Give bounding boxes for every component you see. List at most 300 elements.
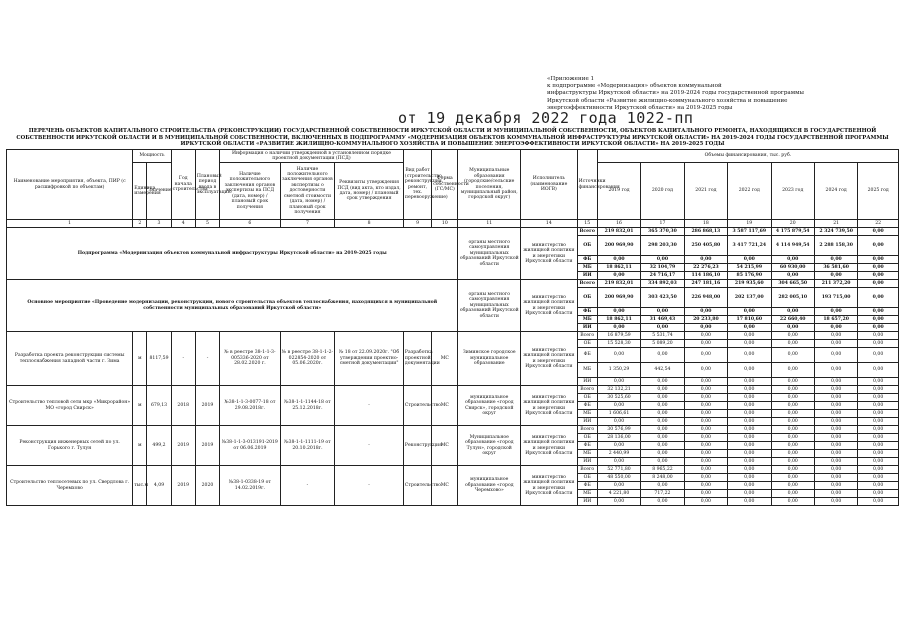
value-cell: 247 181,16: [684, 280, 727, 288]
value-cell: 24 716,17: [641, 272, 684, 280]
value-cell: 16 879,59: [597, 332, 640, 340]
object-name: Строительство теплосетевых по ул. Свердлова г. Черемхово: [7, 466, 133, 506]
value-cell: 0,00: [728, 434, 771, 442]
value-cell: 0,00: [858, 402, 899, 410]
value-cell: 0,00: [684, 442, 727, 450]
object-unit: тыс.м: [133, 466, 147, 506]
value-cell: 0,00: [728, 450, 771, 458]
value-cell: 0,00: [858, 442, 899, 450]
object-ownership: МС: [432, 332, 458, 386]
value-cell: 0,00: [858, 316, 899, 324]
object-expert: №38-1-1-3-0077-18 от 29.08.2018г.: [220, 386, 281, 426]
object-municipality: Муниципальное образование «город Тулун», городской округ: [458, 426, 521, 466]
value-cell: 0,00: [597, 348, 640, 363]
header-unit: Единица измерения: [133, 163, 147, 220]
value-cell: 0,00: [858, 264, 899, 272]
object-worktype: Строительство: [403, 466, 431, 506]
value-cell: 0,00: [858, 324, 899, 332]
object-plan: 2019: [195, 386, 219, 426]
column-number: 21: [814, 220, 857, 228]
value-cell: 1 350,29: [597, 363, 640, 378]
object-expert: № в реестре 38-1-1-3-005336-2020 от 28.02.2020 г.: [220, 332, 281, 386]
value-cell: 0,00: [771, 256, 814, 264]
value-cell: 0,00: [597, 272, 640, 280]
value-cell: 0,00: [858, 434, 899, 442]
object-municipality: муниципальное образование «город Черемхово»: [458, 466, 521, 506]
value-cell: 0,00: [814, 426, 857, 434]
value-cell: 0,00: [858, 332, 899, 340]
value-cell: 0,00: [728, 474, 771, 482]
value-cell: 0,00: [728, 308, 771, 316]
value-cell: 0,00: [814, 402, 857, 410]
column-number: 3: [147, 220, 171, 228]
value-cell: 0,00: [728, 442, 771, 450]
value-cell: 0,00: [858, 394, 899, 402]
value-cell: 334 892,03: [641, 280, 684, 288]
value-cell: 0,00: [858, 482, 899, 490]
value-cell: 30 525,60: [597, 394, 640, 402]
value-cell: 0,00: [728, 386, 771, 394]
source-cell: ФБ: [577, 348, 597, 363]
header-ownership: Форма собственности (ГС/МС): [432, 150, 458, 220]
value-cell: 0,00: [814, 386, 857, 394]
value-cell: 8 248,00: [641, 474, 684, 482]
value-cell: 0,00: [684, 340, 727, 348]
object-value: 679,13: [147, 386, 171, 426]
value-cell: 0,00: [641, 348, 684, 363]
value-cell: 0,00: [771, 490, 814, 498]
value-cell: 36 581,60: [814, 264, 857, 272]
value-cell: 0,00: [858, 340, 899, 348]
object-value: 499,2: [147, 426, 171, 466]
object-value: 8117,59: [147, 332, 171, 386]
value-cell: 0,00: [728, 256, 771, 264]
value-cell: 0,00: [641, 458, 684, 466]
header-start: Год начала строительства: [171, 150, 195, 220]
table-row: [7, 386, 899, 394]
value-cell: 0,00: [771, 348, 814, 363]
value-cell: 193 715,00: [814, 288, 857, 308]
source-cell: ИИ: [577, 378, 597, 386]
value-cell: 304 665,50: [771, 280, 814, 288]
source-cell: ФБ: [577, 442, 597, 450]
value-cell: 0,00: [728, 378, 771, 386]
value-cell: 0,00: [771, 450, 814, 458]
value-cell: 0,00: [771, 434, 814, 442]
value-cell: 200 969,90: [597, 288, 640, 308]
value-cell: 0,00: [814, 378, 857, 386]
value-cell: 0,00: [597, 442, 640, 450]
table-row: [7, 228, 899, 236]
object-estimate: № в реестре 38-1-1-2-022854-2020 от 05.06.2020г.: [280, 332, 335, 386]
appendix-line: энергоэффективности Иркутской области» на 2019-2025 годы: [547, 104, 733, 111]
value-cell: 250 405,80: [684, 236, 727, 256]
value-cell: 0,00: [684, 394, 727, 402]
value-cell: 0,00: [858, 426, 899, 434]
value-cell: 0,00: [771, 458, 814, 466]
source-cell: МБ: [577, 363, 597, 378]
object-start: 2019: [171, 426, 195, 466]
value-cell: 0,00: [684, 410, 727, 418]
value-cell: 0,00: [814, 332, 857, 340]
column-number: 14: [521, 220, 578, 228]
value-cell: 18 862,11: [597, 264, 640, 272]
column-number: 20: [771, 220, 814, 228]
object-expert: №38-1-0338-19 от 14.02.2019г.: [220, 466, 281, 506]
value-cell: 0,00: [814, 466, 857, 474]
column-number: 19: [728, 220, 771, 228]
object-ownership: МС: [432, 386, 458, 426]
column-number: 15: [577, 220, 597, 228]
value-cell: 4 221,80: [597, 490, 640, 498]
value-cell: 0,00: [858, 288, 899, 308]
value-cell: 54 215,99: [728, 264, 771, 272]
value-cell: 0,00: [684, 490, 727, 498]
value-cell: 0,00: [684, 386, 727, 394]
appendix-line: к подпрограмме «Модернизация» объектов коммунальной: [547, 83, 722, 90]
value-cell: 0,00: [684, 474, 727, 482]
value-cell: 2 324 739,50: [814, 228, 857, 236]
source-cell: ИИ: [577, 324, 597, 332]
value-cell: 0,00: [684, 458, 727, 466]
source-cell: ИИ: [577, 458, 597, 466]
header-worktype: Вид работ (строительство, реконструкция, ремонт, тех. перевооружение): [403, 150, 431, 220]
object-unit: м: [133, 332, 147, 386]
value-cell: 85 176,90: [728, 272, 771, 280]
source-cell: МБ: [577, 490, 597, 498]
value-cell: 0,00: [684, 426, 727, 434]
value-cell: 0,00: [858, 378, 899, 386]
column-number: 9: [403, 220, 431, 228]
value-cell: 2 288 158,30: [814, 236, 857, 256]
value-cell: 219 832,01: [597, 280, 640, 288]
object-ownership: МС: [432, 426, 458, 466]
value-cell: 0,00: [858, 490, 899, 498]
value-cell: 0,00: [684, 402, 727, 410]
value-cell: 0,00: [858, 474, 899, 482]
value-cell: 0,00: [728, 394, 771, 402]
value-cell: 303 423,50: [641, 288, 684, 308]
value-cell: 0,00: [814, 340, 857, 348]
value-cell: 0,00: [597, 256, 640, 264]
value-cell: 365 370,30: [641, 228, 684, 236]
object-municipality: Зиминское городское муниципальное образование: [458, 332, 521, 386]
source-cell: МБ: [577, 450, 597, 458]
value-cell: 0,00: [858, 280, 899, 288]
value-cell: 0,00: [771, 474, 814, 482]
source-cell: ФБ: [577, 482, 597, 490]
object-expert: №38-1-1-3-013191-2019 от 06.06.2019: [220, 426, 281, 466]
value-cell: 442,54: [641, 363, 684, 378]
section-municipality: органы местного самоуправления муниципальных образований Иркутской области: [458, 280, 521, 332]
value-cell: 0,00: [641, 450, 684, 458]
value-cell: 0,00: [684, 308, 727, 316]
value-cell: 717,22: [641, 490, 684, 498]
object-estimate: -: [280, 466, 335, 506]
column-number: 4: [171, 220, 195, 228]
object-worktype: Разработка проектной документации: [403, 332, 431, 386]
value-cell: 0,00: [858, 418, 899, 426]
value-cell: 30 576,99: [597, 426, 640, 434]
column-number: 1: [7, 220, 133, 228]
value-cell: 3 417 721,24: [728, 236, 771, 256]
value-cell: 0,00: [597, 418, 640, 426]
value-cell: 0,00: [814, 442, 857, 450]
object-approve: -: [335, 466, 404, 506]
object-name: Строительство тепловой сети мкр «Микрорайон» МО «город Свирск»: [7, 386, 133, 426]
column-number: 2: [133, 220, 147, 228]
source-cell: ОБ: [577, 340, 597, 348]
value-cell: 22 276,23: [684, 264, 727, 272]
section-executor: министерство жилищной политики и энергетики Иркутской области: [521, 280, 578, 332]
object-unit: м: [133, 426, 147, 466]
value-cell: 0,00: [597, 458, 640, 466]
value-cell: 0,00: [814, 394, 857, 402]
object-estimate: №38-1-1-1144-18 от 25.12.2018г.: [280, 386, 335, 426]
value-cell: 0,00: [641, 482, 684, 490]
object-name: Реконструкция инженерных сетей по ул. Горького г. Тулун: [7, 426, 133, 466]
source-cell: Всего: [577, 386, 597, 394]
source-cell: ОБ: [577, 434, 597, 442]
value-cell: 0,00: [771, 498, 814, 506]
header-finance: Объемы финансирования, тыс. руб.: [597, 150, 898, 163]
value-cell: 0,00: [771, 466, 814, 474]
source-cell: ОБ: [577, 288, 597, 308]
header-municipality: Муниципальные образования (городские/сельские поселения, муниципальный район, городской округ): [458, 150, 521, 220]
column-number: 10: [432, 220, 458, 228]
value-cell: 5 089,20: [641, 340, 684, 348]
value-cell: 0,00: [814, 324, 857, 332]
object-executor: министерство жилищной политики и энергетики Иркутской области: [521, 466, 578, 506]
value-cell: 0,00: [597, 482, 640, 490]
value-cell: 2 440,99: [597, 450, 640, 458]
value-cell: 28 136,00: [597, 434, 640, 442]
value-cell: 0,00: [597, 402, 640, 410]
value-cell: 0,00: [641, 386, 684, 394]
header-name: Наименование мероприятия, объекта, ПИР (с расшифровкой по объектам): [7, 150, 133, 220]
value-cell: 0,00: [728, 332, 771, 340]
header-year: 2020 год: [641, 163, 684, 220]
column-number: 5: [195, 220, 219, 228]
value-cell: 286 868,13: [684, 228, 727, 236]
value-cell: 0,00: [814, 434, 857, 442]
object-approve: -: [335, 426, 404, 466]
source-cell: Всего: [577, 466, 597, 474]
header-expert: Наличие положительного заключения органов экспертизы на ПСД (дата, номер) / плановый срок получения: [220, 163, 281, 220]
value-cell: 31 469,43: [641, 316, 684, 324]
column-number: 18: [684, 220, 727, 228]
object-executor: министерство жилищной политики и энергетики Иркутской области: [521, 332, 578, 386]
column-number: 8: [335, 220, 404, 228]
value-cell: 0,00: [814, 450, 857, 458]
header-year: 2025 год: [858, 163, 899, 220]
table-row: [7, 332, 899, 340]
value-cell: 0,00: [858, 450, 899, 458]
value-cell: 0,00: [728, 458, 771, 466]
column-number: 11: [458, 220, 521, 228]
value-cell: 0,00: [814, 272, 857, 280]
value-cell: 0,00: [771, 332, 814, 340]
value-cell: 0,00: [771, 386, 814, 394]
value-cell: 0,00: [771, 363, 814, 378]
value-cell: 226 948,00: [684, 288, 727, 308]
section-name: Подпрограмма «Модернизация объектов коммунальной инфраструктуры Иркутской области» на 2019-2025 годы: [7, 228, 458, 280]
value-cell: 60 930,00: [771, 264, 814, 272]
object-start: -: [171, 332, 195, 386]
object-plan: 2020: [195, 466, 219, 506]
source-cell: Всего: [577, 332, 597, 340]
source-cell: ИИ: [577, 498, 597, 506]
value-cell: 0,00: [814, 410, 857, 418]
value-cell: 32 132,21: [597, 386, 640, 394]
header-year: 2023 год: [771, 163, 814, 220]
section-municipality: органы местного самоуправления муниципальных образований Иркутской области: [458, 228, 521, 280]
value-cell: 0,00: [728, 466, 771, 474]
header-year: 2022 год: [728, 163, 771, 220]
source-cell: ИИ: [577, 272, 597, 280]
value-cell: 0,00: [771, 442, 814, 450]
source-cell: ОБ: [577, 474, 597, 482]
value-cell: 52 771,80: [597, 466, 640, 474]
object-start: 2018: [171, 386, 195, 426]
value-cell: 0,00: [684, 482, 727, 490]
value-cell: 0,00: [641, 324, 684, 332]
object-municipality: муниципальное образование «город Свирск», городской округ: [458, 386, 521, 426]
value-cell: 0,00: [728, 402, 771, 410]
value-cell: 0,00: [728, 324, 771, 332]
source-cell: Всего: [577, 280, 597, 288]
value-cell: 0,00: [684, 498, 727, 506]
value-cell: 0,00: [771, 418, 814, 426]
section-executor: министерство жилищной политики и энергетики Иркутской области: [521, 228, 578, 280]
value-cell: 0,00: [641, 410, 684, 418]
header-value: Значение: [147, 163, 171, 220]
value-cell: 0,00: [858, 466, 899, 474]
value-cell: 0,00: [858, 256, 899, 264]
object-ownership: МС: [432, 466, 458, 506]
value-cell: 0,00: [684, 256, 727, 264]
value-cell: 0,00: [597, 308, 640, 316]
document-title: ПЕРЕЧЕНЬ ОБЪЕКТОВ КАПИТАЛЬНОГО СТРОИТЕЛЬСТВА (РЕКОНСТРУКЦИИ) ГОСУДАРСТВЕННОЙ СОБСТВЕННОСТИ ИРКУТСКОЙ ОБЛАСТИ И МУНИЦИПАЛЬНОЙ СОБСТВЕННОСТИ, ОБЪЕКТОВ КАПИТАЛЬНОГО РЕМОНТА, НАХОДЯЩИХСЯ В ГОСУДАРСТВЕННОЙ СОБСТВЕННОСТИ ИРКУТСКОЙ ОБЛАСТИ И В МУНИЦИПАЛЬНОЙ СОБСТВЕННОСТИ, ВКЛЮЧЕННЫХ В ПОДПРОГРАММУ «МОДЕРНИЗАЦИЯ ОБЪЕКТОВ КОММУНАЛЬНОЙ ИНФРАСТРУКТУРЫ ИРКУТСКОЙ ОБЛАСТИ» НА 2019-2024 ГОДЫ ГОСУДАРСТВЕННОЙ ПРОГРАММЫ ИРКУТСКОЙ ОБЛАСТИ «РАЗВИТИЕ ЖИЛИЩНО-КОММУНАЛЬНОГО ХОЗЯЙСТВА И ПОВЫШЕНИЕ ЭНЕРГОЭФФЕКТИВНОСТИ ИРКУТСКОЙ ОБЛАСТИ» НА 2019-2025 ГОДЫ: [16, 128, 889, 148]
value-cell: 0,00: [858, 410, 899, 418]
object-value: 4,09: [147, 466, 171, 506]
source-cell: Всего: [577, 426, 597, 434]
object-approve: -: [335, 386, 404, 426]
value-cell: 0,00: [814, 363, 857, 378]
source-cell: МБ: [577, 316, 597, 324]
object-executor: министерство жилищной политики и энергетики Иркутской области: [521, 426, 578, 466]
value-cell: 17 810,60: [728, 316, 771, 324]
source-cell: Всего: [577, 228, 597, 236]
value-cell: 0,00: [641, 426, 684, 434]
value-cell: 4 175 879,54: [771, 228, 814, 236]
value-cell: 0,00: [641, 378, 684, 386]
source-cell: ФБ: [577, 256, 597, 264]
value-cell: 0,00: [684, 324, 727, 332]
header-year: 2021 год: [684, 163, 727, 220]
value-cell: 0,00: [771, 340, 814, 348]
value-cell: 0,00: [641, 498, 684, 506]
object-executor: министерство жилищной политики и энергетики Иркутской области: [521, 386, 578, 426]
header-plan: Плановый период ввода в эксплуатацию: [195, 150, 219, 220]
value-cell: 0,00: [684, 434, 727, 442]
header-executor: Исполнитель (наименование ИОГВ): [521, 150, 578, 220]
appendix-note: [547, 76, 887, 112]
value-cell: 18 657,20: [814, 316, 857, 324]
value-cell: 0,00: [728, 490, 771, 498]
value-cell: 0,00: [814, 418, 857, 426]
value-cell: 0,00: [684, 363, 727, 378]
value-cell: 0,00: [814, 348, 857, 363]
value-cell: 0,00: [771, 394, 814, 402]
section-name: Основное мероприятие «Проведение модернизации, реконструкции, нового строительства объектов теплоснабжения, находящихся в муниципальной собственности муниципальных образований Иркутской области»: [7, 280, 458, 332]
value-cell: 0,00: [814, 474, 857, 482]
value-cell: 0,00: [771, 308, 814, 316]
value-cell: 0,00: [728, 482, 771, 490]
value-cell: 0,00: [858, 236, 899, 256]
value-cell: 0,00: [684, 378, 727, 386]
table-row: [7, 280, 899, 288]
value-cell: 0,00: [858, 228, 899, 236]
value-cell: 0,00: [814, 490, 857, 498]
value-cell: 0,00: [597, 324, 640, 332]
value-cell: 0,00: [858, 348, 899, 363]
value-cell: 0,00: [684, 466, 727, 474]
column-number-row: [7, 220, 899, 228]
value-cell: 298 203,30: [641, 236, 684, 256]
value-cell: 0,00: [728, 410, 771, 418]
value-cell: 0,00: [597, 498, 640, 506]
value-cell: 0,00: [814, 482, 857, 490]
value-cell: 0,00: [771, 324, 814, 332]
value-cell: 211 372,20: [814, 280, 857, 288]
value-cell: 0,00: [641, 394, 684, 402]
value-cell: 202 137,00: [728, 288, 771, 308]
object-worktype: Реконструкция: [403, 426, 431, 466]
object-start: 2019: [171, 466, 195, 506]
value-cell: 0,00: [858, 308, 899, 316]
value-cell: 0,00: [814, 256, 857, 264]
value-cell: 0,00: [684, 332, 727, 340]
value-cell: 3 587 117,69: [728, 228, 771, 236]
header-docs: Информация о наличии утвержденной в установленном порядке проектной документации (ПСД): [220, 150, 404, 163]
value-cell: 0,00: [684, 450, 727, 458]
value-cell: 0,00: [641, 308, 684, 316]
table-body: [7, 228, 899, 506]
source-cell: МБ: [577, 264, 597, 272]
table-header: [7, 150, 899, 228]
value-cell: 0,00: [641, 418, 684, 426]
value-cell: 219 832,01: [597, 228, 640, 236]
value-cell: 0,00: [728, 418, 771, 426]
value-cell: 5 531,74: [641, 332, 684, 340]
column-number: 7: [280, 220, 335, 228]
value-cell: 219 935,60: [728, 280, 771, 288]
appendix-line: Иркутской области «Развитие жилищно-коммунального хозяйства и повышение: [547, 97, 788, 104]
value-cell: 0,00: [814, 458, 857, 466]
value-cell: 48 550,00: [597, 474, 640, 482]
header-year: 2024 год: [814, 163, 857, 220]
value-cell: 0,00: [728, 340, 771, 348]
value-cell: 0,00: [858, 363, 899, 378]
column-number: 6: [220, 220, 281, 228]
column-number: 17: [641, 220, 684, 228]
header-power: Мощность: [133, 150, 171, 163]
source-cell: ОБ: [577, 394, 597, 402]
appendix-line: инфраструктуры Иркутской области» на 2019-2024 годы государственной программы: [547, 90, 804, 97]
value-cell: 1 606,61: [597, 410, 640, 418]
value-cell: 0,00: [597, 378, 640, 386]
